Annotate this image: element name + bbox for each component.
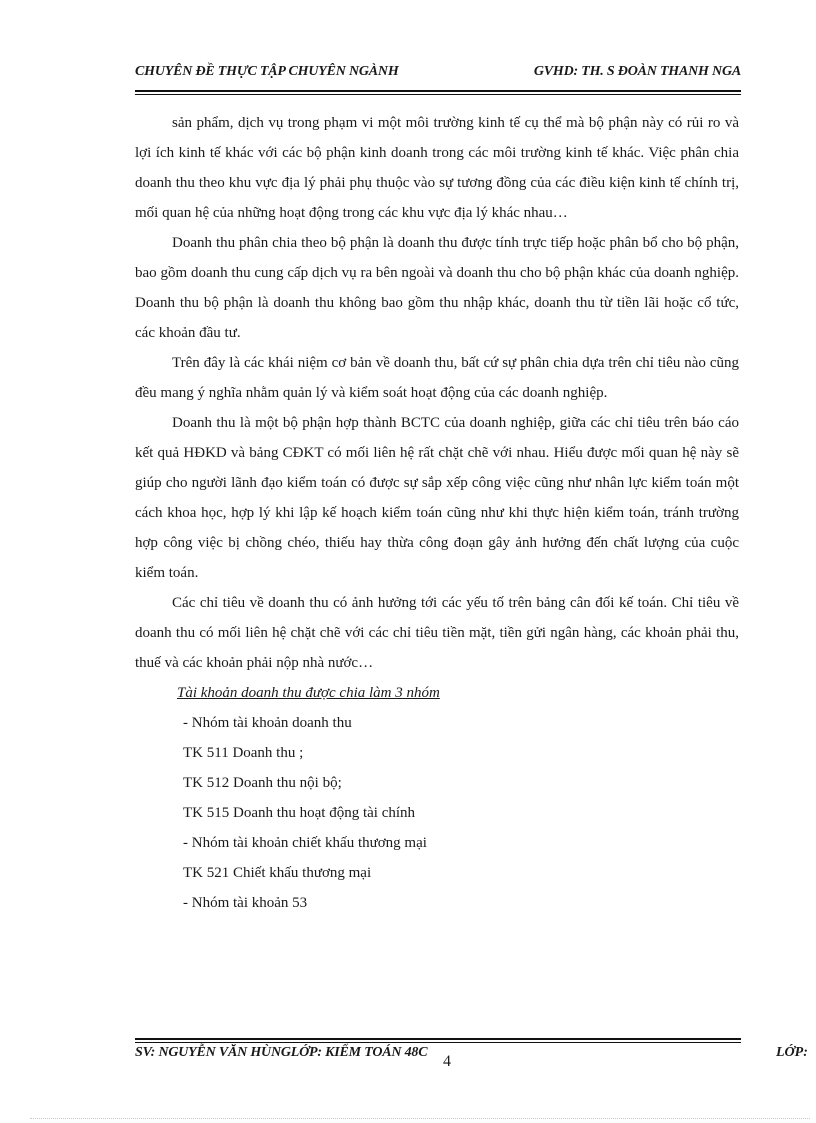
list-item: TK 515 Doanh thu hoạt động tài chính — [183, 805, 416, 821]
header-rule-thick — [135, 90, 741, 92]
list-item: TK 511 Doanh thu ; — [183, 745, 304, 761]
list-item: - Nhóm tài khoản doanh thu — [183, 715, 352, 731]
header-supervisor: GVHD: TH. S ĐOÀN THANH NGA — [533, 64, 741, 79]
footer-rule-thin — [135, 1042, 741, 1043]
page-header — [135, 64, 741, 86]
paragraph: sản phẩm, dịch vụ trong phạm vi một môi trường kinh tế cụ thể mà bộ phận này có rủi ro và lợi ích kinh tế khác với các bộ phận kinh doanh trong các môi trường kinh tế khác. Việc phân chia doanh thu theo khu vực địa lý phải phụ thuộc vào sự tương đồng của các điều kiện kinh tế chính trị, mối quan hệ của những hoạt động trong các khu vực địa lý khác nhau… — [135, 115, 739, 221]
page-bottom-divider — [30, 1118, 810, 1119]
list-item: TK 521 Chiết khấu thương mại — [183, 865, 372, 881]
paragraph: Các chỉ tiêu về doanh thu có ảnh hưởng tới các yếu tố trên bảng cân đối kế toán. Chỉ tiêu về doanh thu có mối liên hệ chặt chẽ với các chỉ tiêu tiền mặt, tiền gửi ngân hàng, các khoản phải thu, thuế và các khoản phải nộp nhà nước… — [135, 595, 739, 671]
paragraph: Doanh thu phân chia theo bộ phận là doanh thu được tính trực tiếp hoặc phân bổ cho bộ phận, bao gồm doanh thu cung cấp dịch vụ ra bên ngoài và doanh thu cho bộ phận khác của doanh nghiệp. Doanh thu bộ phận là doanh thu không bao gồm thu nhập khác, doanh thu từ tiền lãi hoặc cổ tức, các khoản đầu tư. — [135, 235, 739, 341]
footer-class-label: LỚP: — [776, 1045, 808, 1060]
list-item: - Nhóm tài khoản chiết khấu thương mại — [183, 835, 427, 851]
list-item: TK 512 Doanh thu nội bộ; — [183, 775, 342, 791]
section-heading: Tài khoản doanh thu được chia làm 3 nhóm — [177, 685, 440, 701]
paragraph: Doanh thu là một bộ phận hợp thành BCTC của doanh nghiệp, giữa các chỉ tiêu trên báo cáo kết quả HĐKD và bảng CĐKT có mối liên hệ rất chặt chẽ với nhau. Hiểu được mối quan hệ này sẽ giúp cho người lãnh đạo kiểm toán có được sự sắp xếp công việc cũng như nhân lực kiểm toán một cách khoa học, hợp lý khi lập kế hoạch kiểm toán cũng như khi thực hiện kiểm toán, tránh trường hợp công việc bị chồng chéo, thiếu hay thừa công đoạn gây ảnh hưởng đến chất lượng của cuộc kiểm toán. — [135, 415, 739, 581]
footer-student-class: SV: NGUYỄN VĂN HÙNGLỚP: KIỂM TOÁN 48C — [135, 1045, 428, 1060]
footer-rule-thick — [135, 1038, 741, 1040]
paragraph: Trên đây là các khái niệm cơ bản về doanh thu, bất cứ sự phân chia dựa trên chỉ tiêu nào cũng đều mang ý nghĩa nhằm quản lý và kiểm soát hoạt động của các doanh nghiệp. — [135, 355, 739, 401]
page-number: 4 — [443, 1053, 451, 1070]
page-body — [135, 108, 739, 918]
list-item: - Nhóm tài khoản 53 — [183, 895, 308, 911]
header-course-title: CHUYÊN ĐỀ THỰC TẬP CHUYÊN NGÀNH — [135, 64, 399, 79]
header-rule-thin — [135, 94, 741, 95]
